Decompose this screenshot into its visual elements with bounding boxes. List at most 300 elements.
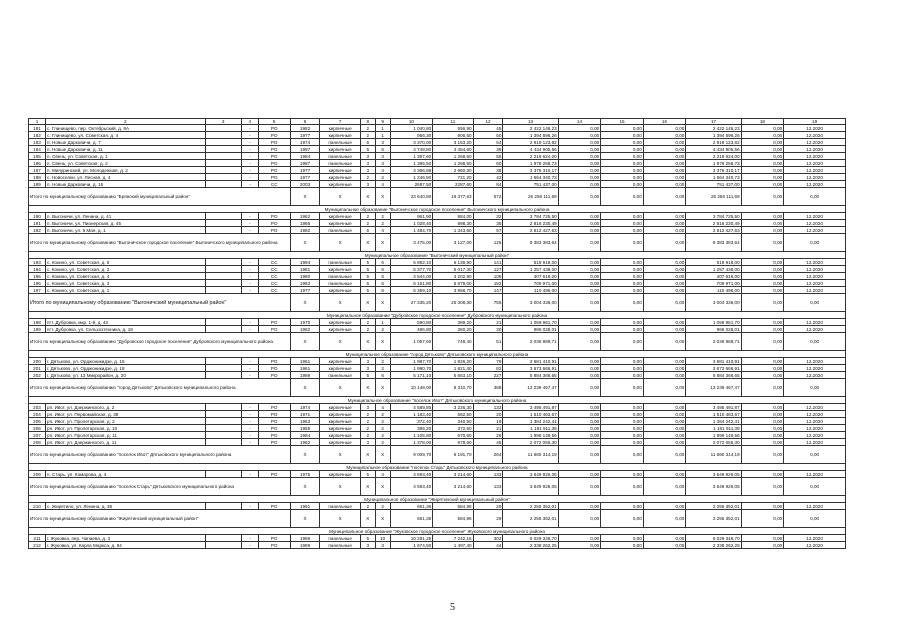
table-cell: 0,00 xyxy=(741,125,784,132)
table-cell: 1 378,00 xyxy=(390,439,433,446)
table-cell: - xyxy=(241,153,258,160)
table-cell: 0,00 xyxy=(601,432,644,439)
table-cell: РО xyxy=(258,220,290,227)
table-cell: 5 xyxy=(360,471,375,478)
table-row xyxy=(29,160,846,167)
total-cell: X xyxy=(360,188,375,206)
table-cell: 12.2020 xyxy=(784,213,846,220)
table-cell: с. Кокино, ул. Советская, д. 3 xyxy=(46,280,206,287)
table-cell: п. Выгоничи, ул. Пионерская, д. 45 xyxy=(46,220,206,227)
table-cell: 6 029 346,70 xyxy=(503,535,558,542)
table-cell xyxy=(205,167,241,174)
table-cell: 198 xyxy=(29,319,46,326)
table-cell: 3 495 491,87 xyxy=(503,404,558,411)
table-cell: РО xyxy=(258,471,290,478)
table-cell: кирпичные xyxy=(320,181,360,188)
table-cell: 0,00 xyxy=(558,418,601,425)
table-cell: 0,00 xyxy=(643,153,686,160)
table-cell: 0,00 xyxy=(741,319,784,326)
table-cell: 2 xyxy=(360,213,375,220)
table-cell: 6 xyxy=(375,287,390,294)
table-cell: 12.2020 xyxy=(784,167,846,174)
table-cell: 2 xyxy=(375,365,390,372)
table-cell: п. Свень, ул. Советская, д. 2 xyxy=(46,160,206,167)
table-cell: 207 xyxy=(29,432,46,439)
total-cell: 0,00 xyxy=(784,234,846,252)
total-cell: X xyxy=(290,333,320,351)
total-cell: X xyxy=(290,478,320,496)
table-cell: 0,00 xyxy=(643,273,686,280)
table-cell: 0,00 xyxy=(601,535,644,542)
table-cell: 147 xyxy=(473,287,503,294)
table-cell: 210 xyxy=(29,503,46,510)
table-cell: РО xyxy=(258,139,290,146)
table-cell: 5 xyxy=(360,287,375,294)
total-cell: 11 660 314,19 xyxy=(503,446,558,464)
table-cell: 12.2020 xyxy=(784,439,846,446)
table-cell: 0,00 xyxy=(741,432,784,439)
table-cell: с. Кокино, ул. Советская, д. 4 xyxy=(46,273,206,280)
table-cell xyxy=(205,266,241,273)
table-cell: 0,00 xyxy=(601,287,644,294)
table-cell: 1 510 463,67 xyxy=(686,411,741,418)
table-cell: 519 918,00 xyxy=(686,259,741,266)
table-cell: 84 xyxy=(473,181,503,188)
table-cell xyxy=(205,280,241,287)
table-cell: 4 xyxy=(375,404,390,411)
table-cell: 0,00 xyxy=(601,411,644,418)
table-cell: 206 xyxy=(29,425,46,432)
table-cell: 191 xyxy=(29,220,46,227)
total-cell: X xyxy=(290,510,320,528)
total-cell: 2 255 352,01 xyxy=(503,510,558,528)
table-cell: кирпичные xyxy=(320,213,360,220)
table-cell: 0,00 xyxy=(601,372,644,379)
table-cell: 3 958,70 xyxy=(433,287,473,294)
table-cell: 0,00 xyxy=(643,287,686,294)
table-cell: 3 376 310,17 xyxy=(503,167,558,174)
table-cell: 3 681 410,91 xyxy=(686,358,741,365)
table-cell: панельные xyxy=(320,153,360,160)
table-cell: 0,00 xyxy=(558,146,601,153)
table-cell: 227 xyxy=(473,372,503,379)
table-cell: 1 xyxy=(375,125,390,132)
table-cell: 979,60 xyxy=(433,439,473,446)
total-cell: 0,00 xyxy=(643,379,686,397)
table-cell: 584,96 xyxy=(433,503,473,510)
table-cell: 0,00 xyxy=(601,471,644,478)
table-cell: п. Новые Дарковичи, д. 7 xyxy=(46,139,206,146)
table-cell: 3 xyxy=(360,542,375,549)
table-cell: 2 xyxy=(375,503,390,510)
table-row xyxy=(29,125,846,132)
table-cell: - xyxy=(241,132,258,139)
table-cell: 200 xyxy=(29,358,46,365)
column-header: 7 xyxy=(320,119,360,125)
total-label: Итого по муниципальному образованию "Жирятинский муниципальный район" xyxy=(29,510,291,528)
table-cell: рп. Ивот, ул. Пролетарская, д. 11 xyxy=(46,432,206,439)
section-header-row xyxy=(29,206,846,213)
table-cell: - xyxy=(241,259,258,266)
total-cell: 1 057,60 xyxy=(390,333,433,351)
table-cell: 5 xyxy=(360,280,375,287)
table-cell: 3 153,20 xyxy=(433,139,473,146)
total-cell: X xyxy=(360,333,375,351)
table-cell: 1971 xyxy=(290,411,320,418)
total-row xyxy=(29,446,846,464)
table-cell: 1989 xyxy=(290,542,320,549)
total-cell: 2 036 989,71 xyxy=(503,333,558,351)
table-cell: панельные xyxy=(320,273,360,280)
table-cell: кирпичные xyxy=(320,146,360,153)
table-cell: 2 338 262,25 xyxy=(686,542,741,549)
table-cell: 183 xyxy=(29,139,46,146)
table-cell: 12.2020 xyxy=(784,174,846,181)
table-cell: 1 990,70 xyxy=(390,365,433,372)
table-cell: 2 218 624,00 xyxy=(503,153,558,160)
table-cell: 3 376 310,17 xyxy=(686,167,741,174)
total-cell: 0,00 xyxy=(643,478,686,496)
table-cell: 519 918,00 xyxy=(503,259,558,266)
table-cell: 6 xyxy=(375,273,390,280)
total-cell: 0,00 xyxy=(601,379,644,397)
table-cell: 906,60 xyxy=(433,132,473,139)
table-cell: 0,00 xyxy=(741,153,784,160)
table-row xyxy=(29,471,846,478)
table-cell: 127 xyxy=(473,266,503,273)
table-cell: 19 xyxy=(473,418,503,425)
table-cell: панельные xyxy=(320,227,360,234)
housing-register-table xyxy=(28,118,846,549)
table-cell: 340,50 xyxy=(433,418,473,425)
table-cell: 1 484,70 xyxy=(390,227,433,234)
total-row xyxy=(29,379,846,397)
table-cell: 0,00 xyxy=(643,181,686,188)
table-cell: 0,00 xyxy=(741,266,784,273)
table-cell xyxy=(205,220,241,227)
total-cell: 0,00 xyxy=(558,188,601,206)
table-cell: 0,00 xyxy=(741,404,784,411)
table-cell: РО xyxy=(258,425,290,432)
column-header: 10 xyxy=(390,119,433,125)
total-cell: 0,00 xyxy=(558,446,601,464)
table-cell: 0,00 xyxy=(601,181,644,188)
total-row xyxy=(29,294,846,312)
table-cell: 0,00 xyxy=(558,167,601,174)
table-cell: 1975 xyxy=(290,471,320,478)
table-cell: 898,30 xyxy=(433,220,473,227)
section-header-row xyxy=(29,464,846,471)
total-cell: X xyxy=(360,234,375,252)
table-cell: кирпичные xyxy=(320,125,360,132)
table-cell: 0,00 xyxy=(741,358,784,365)
table-cell: кирпичные xyxy=(320,266,360,273)
table-cell: СС xyxy=(258,287,290,294)
table-cell: 0,00 xyxy=(643,411,686,418)
table-cell: 0,00 xyxy=(558,139,601,146)
table-cell: 1977 xyxy=(290,167,320,174)
table-cell: 194 xyxy=(29,266,46,273)
table-row xyxy=(29,174,846,181)
table-cell: 1 183,40 xyxy=(390,411,433,418)
table-cell: 1987 xyxy=(290,160,320,167)
table-cell: 133 xyxy=(473,471,503,478)
table-row xyxy=(29,266,846,273)
table-cell: 0,00 xyxy=(741,213,784,220)
total-cell: 0,00 xyxy=(741,379,784,397)
table-cell: СС xyxy=(258,273,290,280)
table-cell: 1994 xyxy=(290,259,320,266)
table-cell: 0,00 xyxy=(558,471,601,478)
table-cell: панельные xyxy=(320,535,360,542)
table-cell: кирпичные xyxy=(320,404,360,411)
total-cell: X xyxy=(375,294,390,312)
total-cell: 0,00 xyxy=(558,294,601,312)
table-cell: п. Свень, ул. Советская, д. 1 xyxy=(46,153,206,160)
total-cell: 0,00 xyxy=(558,379,601,397)
total-cell: 0,00 xyxy=(601,188,644,206)
table-cell: 2 812 427,63 xyxy=(686,227,741,234)
total-cell: X xyxy=(320,294,360,312)
table-cell: 6 xyxy=(375,259,390,266)
table-cell: 0,00 xyxy=(601,167,644,174)
table-cell: 5 xyxy=(360,273,375,280)
total-cell: 0,00 xyxy=(643,446,686,464)
table-row xyxy=(29,319,846,326)
table-row xyxy=(29,146,846,153)
table-cell: 2 816 230,49 xyxy=(503,220,558,227)
table-cell: 709 971,00 xyxy=(503,280,558,287)
table-cell: рп. Ивот, ул. Пролетарская, д. 2 xyxy=(46,418,206,425)
table-cell: 0,00 xyxy=(601,153,644,160)
total-row xyxy=(29,510,846,528)
table-cell: РО xyxy=(258,418,290,425)
table-cell: 110 496,00 xyxy=(503,287,558,294)
table-cell: 1955 xyxy=(290,425,320,432)
table-cell: - xyxy=(241,358,258,365)
table-cell: 2 xyxy=(375,358,390,365)
table-cell: 29 xyxy=(473,503,503,510)
table-cell: п. Новые Дарковичи, д. 16 xyxy=(46,181,206,188)
table-cell: 2 xyxy=(375,439,390,446)
table-cell: 0,00 xyxy=(643,160,686,167)
table-cell: 1 394 596,26 xyxy=(503,132,558,139)
table-cell: кирпичные xyxy=(320,319,360,326)
table-cell: 12.2020 xyxy=(784,125,846,132)
table-cell: с. Новоселки, ул. Лесная, д. 4 xyxy=(46,174,206,181)
table-cell: 4 454,60 xyxy=(433,146,473,153)
table-cell: 986 028,01 xyxy=(503,326,558,333)
table-cell: 0,00 xyxy=(741,372,784,379)
table-cell: - xyxy=(241,411,258,418)
table-cell: 0,00 xyxy=(643,471,686,478)
table-cell: 372,40 xyxy=(390,418,433,425)
table-cell: 0,00 xyxy=(643,418,686,425)
table-cell: 0,00 xyxy=(601,213,644,220)
table-cell: 0,00 xyxy=(558,404,601,411)
table-cell: 2 xyxy=(360,326,375,333)
table-cell: 0,00 xyxy=(643,280,686,287)
table-cell: 20 xyxy=(473,411,503,418)
total-cell: 0,00 xyxy=(784,333,846,351)
table-cell: 0,00 xyxy=(601,542,644,549)
table-cell: 2 xyxy=(375,418,390,425)
table-cell: 1 384 242,41 xyxy=(503,418,558,425)
table-cell: 10 281,25 xyxy=(390,535,433,542)
table-cell: 32 xyxy=(473,213,503,220)
table-cell: 661,36 xyxy=(390,503,433,510)
total-cell: 0,00 xyxy=(601,478,644,496)
total-cell: 9 009,70 xyxy=(390,446,433,464)
table-cell: 0,00 xyxy=(558,372,601,379)
section-title: Муниципальное образование "Выгоничский муниципальный район" xyxy=(29,252,846,259)
table-cell: 5 xyxy=(360,266,375,273)
total-cell: 572 xyxy=(473,188,503,206)
total-cell: X xyxy=(375,478,390,496)
table-cell: 0,00 xyxy=(643,139,686,146)
table-cell: 1 268,50 xyxy=(433,160,473,167)
table-cell: - xyxy=(241,535,258,542)
table-cell: 2 072 055,30 xyxy=(503,439,558,446)
table-cell: 4 593,40 xyxy=(390,471,433,478)
table-cell: 189 xyxy=(29,181,46,188)
total-cell: 0,00 xyxy=(784,294,846,312)
table-cell: 2 919 123,82 xyxy=(686,139,741,146)
total-cell: 0,00 xyxy=(601,510,644,528)
table-row xyxy=(29,259,846,266)
total-cell: X xyxy=(320,333,360,351)
total-cell: 133 xyxy=(473,478,503,496)
table-cell: 2287,60 xyxy=(433,181,473,188)
total-cell: 0,00 xyxy=(784,510,846,528)
total-cell: 9 383 383,64 xyxy=(686,234,741,252)
table-cell: пгт. Дубровка, мкр. 1-й, д. 42 xyxy=(46,319,206,326)
total-cell: X xyxy=(375,510,390,528)
table-cell: 1 996 149,56 xyxy=(686,432,741,439)
table-cell: 60 xyxy=(473,160,503,167)
table-cell: с. Кокино, ул. Советская, д. 2 xyxy=(46,266,206,273)
table-cell: 570,60 xyxy=(433,432,473,439)
total-cell: X xyxy=(360,379,375,397)
total-cell: 4 593,40 xyxy=(390,478,433,496)
table-cell: кирпичные xyxy=(320,425,360,432)
total-cell: 584,96 xyxy=(433,510,473,528)
table-cell: 10 xyxy=(375,535,390,542)
table-cell: - xyxy=(241,160,258,167)
table-cell xyxy=(205,471,241,478)
table-cell: 961,90 xyxy=(390,213,433,220)
table-cell: 0,00 xyxy=(741,535,784,542)
total-label: Итого по муниципальному образованию "поселок Старь" Дятьковского муниципального района xyxy=(29,478,291,496)
total-cell: 10 149,00 xyxy=(390,379,433,397)
total-cell: 0,00 xyxy=(558,333,601,351)
table-cell: 1 978 258,73 xyxy=(503,160,558,167)
table-cell: п. Старь, ул. Комарова, д. 4 xyxy=(46,471,206,478)
total-cell: X xyxy=(290,188,320,206)
table-cell xyxy=(205,432,241,439)
table-cell: 1 343,60 xyxy=(433,227,473,234)
table-cell: 2 xyxy=(360,411,375,418)
table-cell: 186 xyxy=(29,160,46,167)
table-cell: 1981 xyxy=(290,266,320,273)
table-cell: 709 971,00 xyxy=(686,280,741,287)
table-cell xyxy=(205,213,241,220)
total-cell: 0,00 xyxy=(784,478,846,496)
table-cell xyxy=(205,181,241,188)
total-cell: 0,00 xyxy=(784,446,846,464)
table-cell: кирпичные xyxy=(320,358,360,365)
table-cell: 38 xyxy=(473,146,503,153)
table-cell: 5 xyxy=(360,372,375,379)
table-row xyxy=(29,132,846,139)
table-cell: п. Новые Дарковичи, д. 11 xyxy=(46,146,206,153)
total-cell: X xyxy=(290,294,320,312)
table-row xyxy=(29,287,846,294)
table-cell: 187 xyxy=(29,167,46,174)
table-cell: 0,00 xyxy=(643,174,686,181)
table-cell: 55 xyxy=(473,153,503,160)
table-cell: 0,00 xyxy=(643,365,686,372)
table-cell xyxy=(205,125,241,132)
total-row xyxy=(29,234,846,252)
total-cell: 0,00 xyxy=(558,478,601,496)
table-cell: 1 105,80 xyxy=(390,432,433,439)
table-cell: 21 xyxy=(473,425,503,432)
table-cell: 54 xyxy=(473,139,503,146)
table-cell: 1953 xyxy=(290,418,320,425)
table-cell: 2 xyxy=(360,220,375,227)
table-cell: СС xyxy=(258,181,290,188)
table-cell: 3 xyxy=(375,160,390,167)
table-cell: 2 218 624,00 xyxy=(686,153,741,160)
table-cell: 986 028,01 xyxy=(686,326,741,333)
table-cell: 1 664 340,73 xyxy=(686,174,741,181)
table-cell: 12.2020 xyxy=(784,365,846,372)
table-cell: 12.2020 xyxy=(784,160,846,167)
table-cell: 12.2020 xyxy=(784,326,846,333)
total-cell: 0,00 xyxy=(741,294,784,312)
table-cell: 12.2020 xyxy=(784,153,846,160)
table-cell: 2 xyxy=(375,432,390,439)
table-cell: 721,20 xyxy=(433,174,473,181)
table-cell: 197 xyxy=(29,287,46,294)
table-cell: 50 xyxy=(473,132,503,139)
table-cell xyxy=(205,358,241,365)
table-cell: 0,00 xyxy=(558,153,601,160)
table-cell: 2 xyxy=(375,220,390,227)
table-cell: с. Глинищево, пер. Октябрьский, д. 8А xyxy=(46,125,206,132)
table-cell: - xyxy=(241,146,258,153)
table-cell: с. Жирятино, ул. Ленина, д. 39 xyxy=(46,503,206,510)
table-cell: 1980 xyxy=(290,273,320,280)
table-cell: 5 xyxy=(360,535,375,542)
table-cell: 1991 xyxy=(290,503,320,510)
table-cell: 1962 xyxy=(290,439,320,446)
table-cell: 0,00 xyxy=(601,418,644,425)
table-cell: 211 xyxy=(29,535,46,542)
total-cell: 0,00 xyxy=(558,510,601,528)
table-cell: - xyxy=(241,125,258,132)
section-title: Муниципальное образование "Дубровское городское поселение" Дубровского муниципального района xyxy=(29,312,846,319)
column-header: 19 xyxy=(784,119,846,125)
table-cell xyxy=(205,503,241,510)
table-cell: РО xyxy=(258,411,290,418)
table-cell: - xyxy=(241,287,258,294)
table-cell xyxy=(205,146,241,153)
table-cell: 30 xyxy=(473,326,503,333)
table-cell: РО xyxy=(258,372,290,379)
table-cell: кирпичные xyxy=(320,174,360,181)
